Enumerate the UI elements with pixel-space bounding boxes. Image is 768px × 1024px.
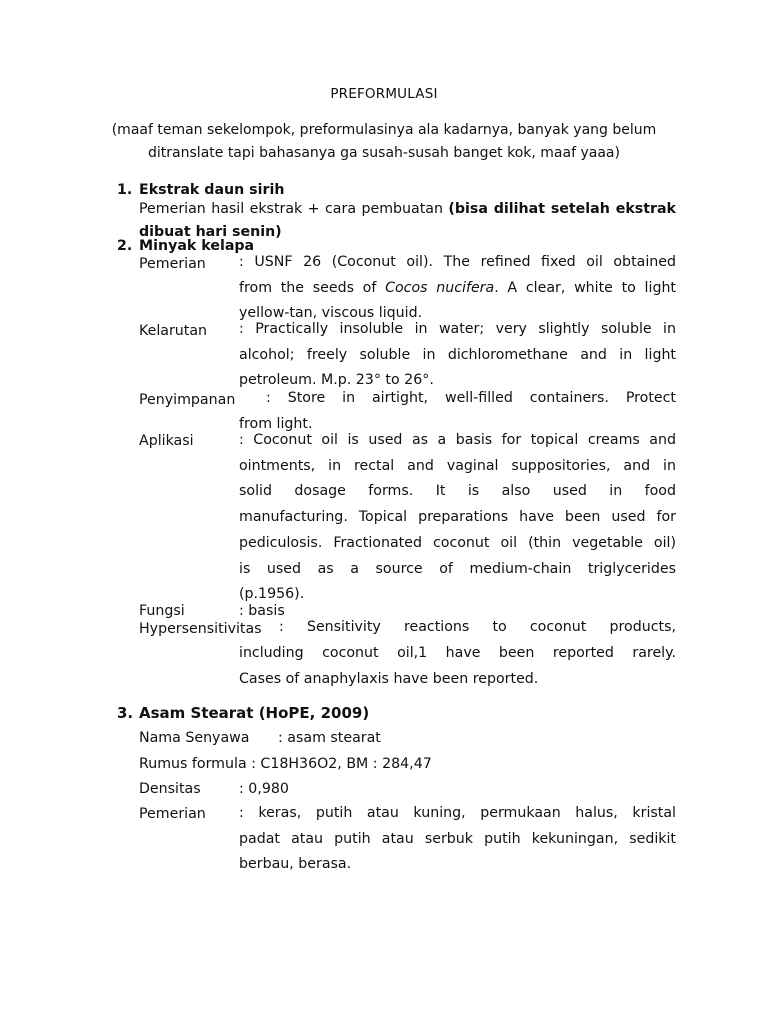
aplikasi-line-4: manufacturing. Topical preparations have been used for [239, 509, 676, 526]
penyimpanan-value [266, 386, 676, 412]
section-3-number: 3. [117, 704, 134, 722]
asam-pemerian-label: Pemerian [139, 806, 206, 822]
hypersensitivitas-value-cont [239, 641, 676, 692]
pemerian-line-3: yellow-tan, viscous liquid. [239, 305, 423, 322]
aplikasi-value [239, 428, 676, 608]
penyimpanan-line-2: from light. [239, 416, 313, 432]
aplikasi-line-6: is used as a source of medium-chain triglycerides [239, 560, 676, 577]
species-name: Cocos nucifera [385, 279, 495, 296]
asam-pemerian-line-3: berbau, berasa. [239, 856, 352, 873]
kelarutan-line-1: : Practically insoluble in water; very slightly soluble in [239, 321, 676, 337]
penyimpanan-line-1: : Store in airtight, well-filled containers. Protect [266, 390, 676, 406]
asam-pemerian-value [239, 801, 676, 878]
note-line-2: ditranslate tapi bahasanya ga susah-susah banget kok, maaf yaaa) [148, 145, 620, 161]
aplikasi-line-3: solid dosage forms. It is also used in food [239, 483, 676, 500]
pemerian-value [239, 250, 676, 327]
section-1-text-bold: (bisa dilihat setelah ekstrak [448, 201, 676, 217]
section-2-number: 2. [117, 238, 133, 254]
nama-senyawa-value: : asam stearat [278, 730, 381, 746]
note-line-1: (maaf teman sekelompok, preformulasinya ala kadarnya, banyak yang belum [111, 122, 657, 138]
pemerian-line-1: : USNF 26 (Coconut oil). The refined fixed oil obtained [239, 254, 676, 270]
densitas-label: Densitas [139, 781, 201, 797]
section-1-number: 1. [117, 182, 133, 198]
penyimpanan-label: Penyimpanan [139, 392, 236, 408]
hypersensitivitas-line-3: Cases of anaphylaxis have been reported. [239, 670, 539, 687]
pemerian-line-2 [239, 276, 676, 302]
nama-senyawa-label: Nama Senyawa [139, 730, 250, 746]
kelarutan-label: Kelarutan [139, 323, 208, 339]
densitas-value: : 0,980 [239, 781, 289, 797]
section-2-heading: Minyak kelapa [139, 238, 255, 254]
rumus-formula: Rumus formula : C18H36O2, BM : 284,47 [139, 756, 432, 772]
hypersensitivitas-line-2: including coconut oil,1 have been reported rarely. [239, 645, 676, 661]
aplikasi-line-1: : Coconut oil is used as a basis for topical creams and [239, 432, 676, 448]
section-3-heading: Asam Stearat (HoPE, 2009) [139, 704, 370, 722]
hypersensitivitas-line-1: : Sensitivity reactions to coconut products, [279, 619, 676, 635]
aplikasi-label: Aplikasi [139, 433, 194, 449]
document-title: PREFORMULASI [330, 86, 438, 102]
kelarutan-value [239, 317, 676, 394]
pemerian-label: Pemerian [139, 256, 206, 272]
aplikasi-line-2: ointments, in rectal and vaginal suppositories, and in [239, 457, 676, 474]
aplikasi-line-5: pediculosis. Fractionated coconut oil (thin vegetable oil) [239, 534, 676, 551]
hypersensitivitas-value [279, 615, 676, 641]
kelarutan-line-2: alcohol; freely soluble in dichloromethane and in light [239, 346, 676, 363]
asam-pemerian-line-2: padat atau putih atau serbuk putih kekuningan, sedikit [239, 830, 676, 847]
pemerian-line-2-post: . A clear, white to light [494, 279, 676, 296]
fungsi-label: Fungsi [139, 603, 185, 619]
pemerian-line-2-pre: from the seeds of [239, 279, 386, 296]
section-1-heading: Ekstrak daun sirih [139, 182, 285, 198]
aplikasi-line-7: (p.1956). [239, 586, 305, 603]
kelarutan-line-3: petroleum. M.p. 23° to 26°. [239, 372, 434, 389]
fungsi-value: : basis [239, 603, 285, 619]
hypersensitivitas-label: Hypersensitivitas [139, 621, 262, 637]
section-1-text-normal: Pemerian hasil ekstrak + cara pembuatan [139, 201, 449, 217]
asam-pemerian-line-1: : keras, putih atau kuning, permukaan halus, kristal [239, 805, 676, 821]
section-1-text-bold-2: dibuat hari senin) [139, 224, 282, 240]
